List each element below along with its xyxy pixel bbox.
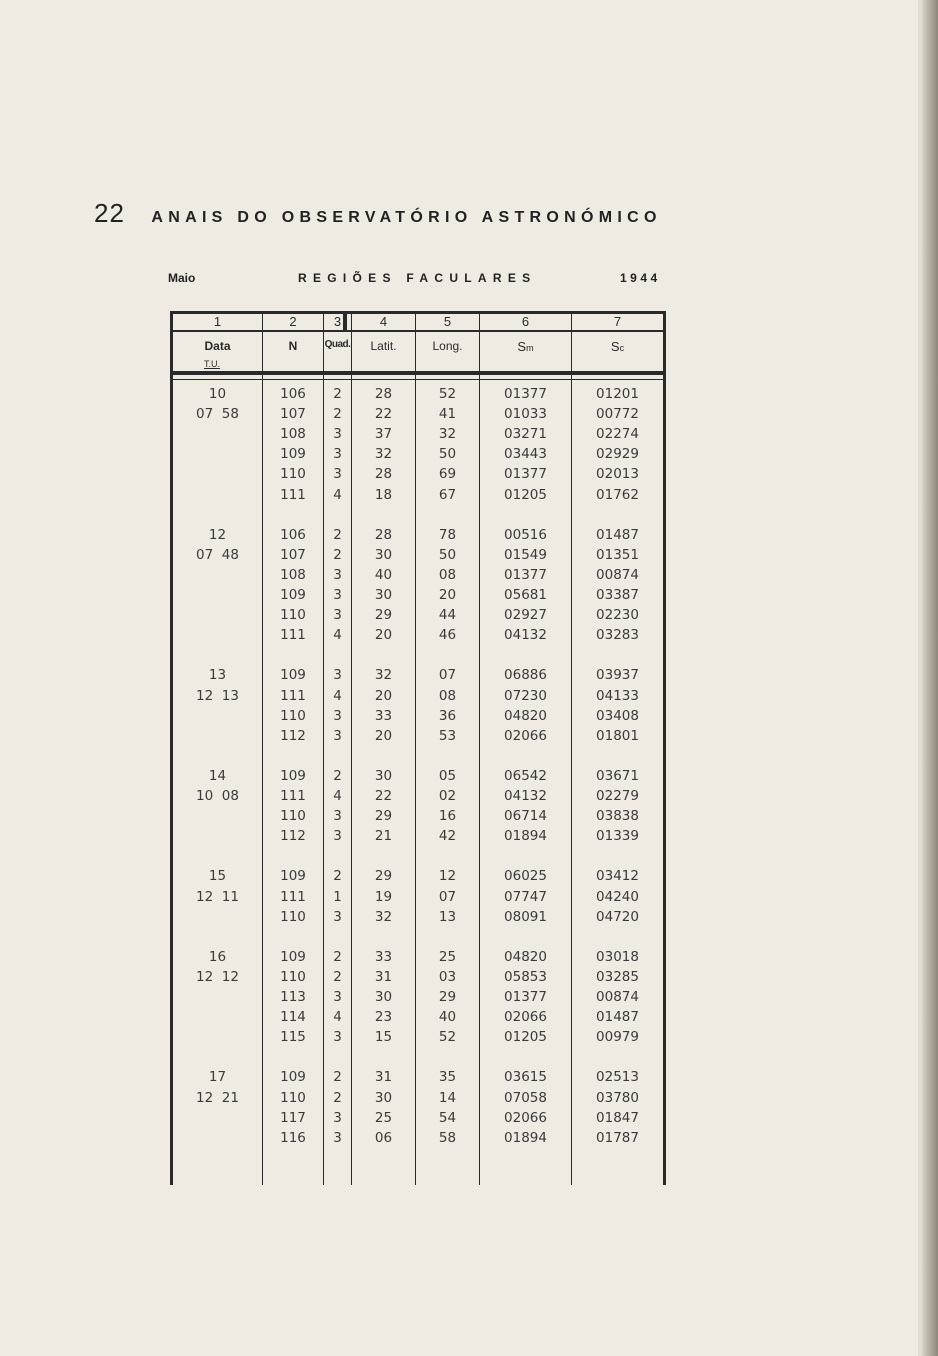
cell-quad: 2 [333, 1089, 342, 1106]
table-row [170, 587, 666, 607]
cell-sm: 08091 [504, 908, 547, 925]
cell-quad: 3 [333, 587, 342, 603]
cell-latit: 20 [374, 627, 393, 644]
cell-sm: 01894 [504, 1129, 547, 1146]
table-row [170, 386, 666, 406]
cell-n: 111 [280, 788, 306, 804]
cell-sm: 06886 [504, 667, 547, 684]
cell-sm: 06542 [504, 767, 547, 784]
col-label-sm [480, 339, 571, 354]
cell-latit: 25 [374, 1109, 393, 1126]
cell-latit: 32 [374, 446, 393, 463]
cell-sc: 01201 [596, 386, 639, 402]
cell-sc: 04133 [596, 687, 639, 704]
cell-n: 109 [280, 587, 306, 603]
cell-latit: 31 [374, 1069, 393, 1086]
cell-quad: 2 [333, 546, 342, 563]
cell-sm: 04820 [504, 707, 547, 724]
cell-quad: 3 [333, 607, 342, 624]
date-day: 13 [208, 667, 227, 684]
cell-latit: 33 [374, 707, 393, 724]
cell-quad: 2 [333, 1069, 342, 1086]
cell-long: 05 [438, 767, 457, 784]
cell-quad: 3 [333, 707, 342, 724]
cell-quad: 3 [333, 426, 342, 443]
table-row [170, 688, 666, 708]
cell-long: 58 [438, 1129, 457, 1146]
cell-long: 08 [438, 566, 457, 583]
cell-sc: 03387 [596, 587, 639, 603]
cell-long: 50 [438, 546, 457, 563]
cell-latit: 28 [374, 466, 393, 483]
cell-long: 25 [438, 948, 457, 965]
cell-latit: 30 [374, 767, 393, 784]
table-row [170, 1090, 666, 1110]
cell-n: 111 [280, 888, 306, 905]
cell-long: 40 [438, 1009, 457, 1026]
cell-latit: 29 [374, 607, 393, 624]
col-label-data: Data [204, 339, 231, 353]
cell-quad: 3 [333, 727, 342, 744]
cell-sm: 07747 [504, 888, 547, 905]
cell-latit: 30 [374, 989, 393, 1005]
cell-long: 42 [438, 828, 457, 845]
cell-latit: 23 [374, 1009, 393, 1026]
cell-sc: 03018 [596, 948, 639, 965]
date-day: 10 [208, 386, 227, 402]
cell-sm: 07058 [504, 1089, 547, 1106]
cell-latit: 20 [374, 727, 393, 744]
cell-sc: 01339 [596, 828, 639, 845]
col-number-6: 6 [521, 314, 530, 329]
cell-sm: 01377 [504, 989, 547, 1005]
cell-quad: 3 [333, 828, 342, 845]
table-row [170, 547, 666, 567]
cell-long: 32 [438, 426, 457, 443]
cell-long: 44 [438, 607, 457, 624]
cell-latit: 32 [374, 667, 393, 684]
page-title: ANAIS DO OBSERVATÓRIO ASTRONÓMICO [151, 209, 662, 226]
col-label-sc [572, 339, 663, 354]
col-label-tu: T.U. [204, 359, 221, 369]
cell-sc: 01487 [596, 1009, 639, 1026]
table-row [170, 768, 666, 788]
cell-sm: 01377 [504, 466, 547, 483]
cell-sc: 01801 [596, 727, 639, 744]
cell-sc: 00979 [596, 1029, 639, 1046]
cell-quad: 2 [333, 386, 342, 402]
table-row [170, 1130, 666, 1150]
col-number-4: 4 [379, 314, 388, 329]
cell-quad: 2 [333, 968, 342, 985]
cell-sc: 03671 [596, 767, 639, 784]
table-row [170, 708, 666, 728]
cell-n: 116 [280, 1129, 306, 1146]
table-row [170, 567, 666, 587]
cell-n: 110 [280, 1089, 306, 1106]
cell-sc: 04240 [596, 888, 639, 905]
cell-sc: 03838 [596, 808, 639, 825]
cell-sm: 03615 [504, 1069, 547, 1086]
cell-sc: 01351 [596, 546, 639, 563]
cell-sm: 04820 [504, 948, 547, 965]
cell-sc: 02929 [596, 446, 639, 463]
cell-quad: 2 [333, 767, 342, 784]
table-row [170, 1009, 666, 1029]
cell-n: 111 [280, 486, 306, 503]
page-edge [922, 0, 938, 1356]
cell-latit: 30 [374, 546, 393, 563]
cell-quad: 3 [333, 808, 342, 825]
col-label-latit: Latit. [370, 339, 397, 353]
cell-long: 07 [438, 667, 457, 684]
sc-subscript: c [619, 343, 625, 353]
date-time: 12 12 [196, 968, 239, 985]
cell-sm: 05853 [504, 968, 547, 985]
cell-quad: 1 [333, 888, 342, 905]
cell-long: 14 [438, 1089, 457, 1106]
cell-latit: 21 [374, 828, 393, 845]
faculae-table [170, 311, 666, 1185]
col-label-long: Long. [432, 339, 463, 353]
cell-latit: 20 [374, 687, 393, 704]
cell-sm: 04132 [504, 627, 547, 644]
cell-sc: 02513 [596, 1069, 639, 1086]
table-row [170, 466, 666, 486]
cell-n: 107 [280, 406, 306, 423]
col-number-5: 5 [443, 314, 452, 329]
cell-latit: 30 [374, 587, 393, 603]
cell-quad: 3 [333, 446, 342, 463]
table-row [170, 728, 666, 748]
table-row [170, 527, 666, 547]
running-header [94, 198, 662, 229]
cell-sc: 03937 [596, 667, 639, 684]
header-bottom-rule-thin [170, 379, 666, 380]
date-time: 12 21 [196, 1089, 239, 1106]
cell-sc: 03780 [596, 1089, 639, 1106]
cell-sc: 00874 [596, 989, 639, 1005]
col-number-3: 3 [333, 314, 342, 329]
cell-latit: 22 [374, 788, 393, 804]
cell-long: 03 [438, 968, 457, 985]
cell-sm: 01377 [504, 386, 547, 402]
cell-long: 52 [438, 1029, 457, 1046]
table-row [170, 406, 666, 426]
cell-n: 111 [280, 627, 306, 644]
cell-latit: 18 [374, 486, 393, 503]
cell-n: 117 [280, 1109, 306, 1126]
cell-sm: 04132 [504, 788, 547, 804]
cell-n: 110 [280, 707, 306, 724]
cell-sm: 02066 [504, 727, 547, 744]
page-number: 22 [94, 198, 125, 228]
cell-long: 53 [438, 727, 457, 744]
date-time: 07 58 [196, 406, 239, 423]
cell-n: 108 [280, 566, 306, 583]
cell-n: 113 [280, 989, 306, 1005]
cell-quad: 4 [333, 1009, 342, 1026]
date-time: 10 08 [196, 788, 239, 804]
cell-latit: 29 [374, 868, 393, 885]
cell-long: 07 [438, 888, 457, 905]
cell-latit: 15 [374, 1029, 393, 1046]
cell-quad: 3 [333, 466, 342, 483]
table-row [170, 889, 666, 909]
cell-sm: 01205 [504, 486, 547, 503]
col-number-1: 1 [213, 314, 222, 329]
cell-quad: 4 [333, 486, 342, 503]
cell-sm: 01549 [504, 546, 547, 563]
table-row [170, 868, 666, 888]
table-row [170, 909, 666, 929]
sm-subscript: m [526, 343, 534, 353]
table-row [170, 667, 666, 687]
cell-sm: 05681 [504, 587, 547, 603]
table-row [170, 1110, 666, 1130]
cell-long: 08 [438, 687, 457, 704]
cell-long: 20 [438, 587, 457, 603]
year-label: 1944 [620, 271, 661, 285]
col-label-quad: Quad. [324, 339, 351, 350]
cell-latit: 40 [374, 566, 393, 583]
cell-n: 109 [280, 767, 306, 784]
cell-quad: 4 [333, 627, 342, 644]
cell-quad: 3 [333, 908, 342, 925]
date-day: 16 [208, 948, 227, 965]
cell-n: 106 [280, 526, 306, 543]
col-label-n: N [288, 339, 298, 353]
cell-n: 109 [280, 1069, 306, 1086]
cell-long: 52 [438, 386, 457, 402]
cell-sm: 02927 [504, 607, 547, 624]
cell-latit: 22 [374, 406, 393, 423]
table-row [170, 969, 666, 989]
cell-sc: 03285 [596, 968, 639, 985]
cell-n: 110 [280, 466, 306, 483]
cell-long: 41 [438, 406, 457, 423]
cell-long: 12 [438, 868, 457, 885]
section-title: REGIÕES FACULARES [298, 271, 537, 285]
cell-n: 115 [280, 1029, 306, 1046]
cell-quad: 3 [333, 667, 342, 684]
cell-sm: 06714 [504, 808, 547, 825]
sm-letter: S [517, 339, 527, 354]
cell-sc: 03283 [596, 627, 639, 644]
cell-sm: 01033 [504, 406, 547, 423]
table-row [170, 1069, 666, 1089]
table-row [170, 808, 666, 828]
cell-quad: 2 [333, 406, 342, 423]
cell-latit: 37 [374, 426, 393, 443]
cell-latit: 30 [374, 1089, 393, 1106]
cell-sc: 04720 [596, 908, 639, 925]
cell-sc: 01487 [596, 526, 639, 543]
cell-sc: 00772 [596, 406, 639, 423]
cell-n: 108 [280, 426, 306, 443]
cell-sc: 00874 [596, 566, 639, 583]
table-row [170, 1029, 666, 1049]
cell-sm: 06025 [504, 868, 547, 885]
cell-quad: 2 [333, 868, 342, 885]
cell-sm: 03443 [504, 446, 547, 463]
cell-n: 110 [280, 808, 306, 825]
cell-long: 36 [438, 707, 457, 724]
cell-n: 110 [280, 908, 306, 925]
cell-quad: 3 [333, 989, 342, 1005]
cell-n: 109 [280, 667, 306, 684]
table-row [170, 627, 666, 647]
col-number-2: 2 [289, 314, 297, 329]
date-time: 12 13 [196, 687, 239, 704]
cell-long: 46 [438, 627, 457, 644]
cell-quad: 2 [333, 948, 342, 965]
cell-n: 110 [280, 968, 306, 985]
cell-n: 107 [280, 546, 306, 563]
cell-n: 110 [280, 607, 306, 624]
cell-n: 112 [280, 727, 306, 744]
date-time: 12 11 [196, 888, 239, 905]
cell-quad: 3 [333, 1029, 342, 1046]
cell-sm: 00516 [504, 526, 547, 543]
cell-sc: 03412 [596, 868, 639, 885]
cell-long: 69 [438, 466, 457, 483]
cell-sm: 01894 [504, 828, 547, 845]
cell-sc: 02230 [596, 607, 639, 624]
cell-sc: 01787 [596, 1129, 639, 1146]
sc-letter: S [610, 339, 620, 354]
cell-quad: 3 [333, 566, 342, 583]
cell-latit: 28 [374, 386, 393, 402]
table-row [170, 949, 666, 969]
cell-latit: 19 [374, 888, 393, 905]
table-row [170, 426, 666, 446]
cell-sm: 02066 [504, 1109, 547, 1126]
table-row [170, 828, 666, 848]
cell-n: 114 [280, 1009, 306, 1026]
cell-latit: 29 [374, 808, 393, 825]
cell-long: 13 [438, 908, 457, 925]
cell-quad: 4 [333, 687, 342, 704]
date-day: 17 [208, 1069, 227, 1086]
header-bottom-rule [170, 371, 666, 375]
cell-quad: 2 [333, 526, 342, 543]
cell-quad: 3 [333, 1129, 342, 1146]
cell-long: 29 [438, 989, 457, 1005]
cell-long: 50 [438, 446, 457, 463]
cell-long: 02 [438, 788, 457, 804]
table-row [170, 989, 666, 1009]
cell-sc: 02274 [596, 426, 639, 443]
cell-sc: 01847 [596, 1109, 639, 1126]
cell-sc: 01762 [596, 486, 639, 503]
cell-latit: 32 [374, 908, 393, 925]
month-label: Maio [168, 271, 196, 285]
date-day: 12 [208, 526, 227, 543]
cell-n: 106 [280, 386, 306, 402]
table-row [170, 607, 666, 627]
cell-long: 54 [438, 1109, 457, 1126]
date-day: 15 [208, 868, 227, 885]
col-number-7: 7 [613, 314, 622, 329]
table-row [170, 788, 666, 808]
cell-sm: 02066 [504, 1009, 547, 1026]
date-day: 14 [208, 767, 227, 784]
cell-quad: 3 [333, 1109, 342, 1126]
cell-latit: 31 [374, 968, 393, 985]
cell-latit: 33 [374, 948, 393, 965]
cell-long: 16 [438, 808, 457, 825]
cell-sm: 01377 [504, 566, 547, 583]
cell-latit: 06 [374, 1129, 393, 1146]
cell-sm: 07230 [504, 687, 547, 704]
date-time: 07 48 [196, 546, 239, 563]
cell-n: 109 [280, 446, 306, 463]
cell-sc: 02013 [596, 466, 639, 483]
cell-long: 78 [438, 526, 457, 543]
cell-n: 112 [280, 828, 306, 845]
cell-long: 35 [438, 1069, 457, 1086]
cell-n: 109 [280, 868, 306, 885]
table-row [170, 446, 666, 466]
table-row [170, 487, 666, 507]
cell-sc: 03408 [596, 707, 639, 724]
cell-quad: 4 [333, 788, 342, 804]
cell-latit: 28 [374, 526, 393, 543]
cell-n: 109 [280, 948, 306, 965]
cell-long: 67 [438, 486, 457, 503]
cell-sc: 02279 [596, 788, 639, 804]
header-rule [170, 330, 666, 332]
cell-n: 111 [280, 687, 306, 704]
cell-sm: 03271 [504, 426, 547, 443]
cell-sm: 01205 [504, 1029, 547, 1046]
